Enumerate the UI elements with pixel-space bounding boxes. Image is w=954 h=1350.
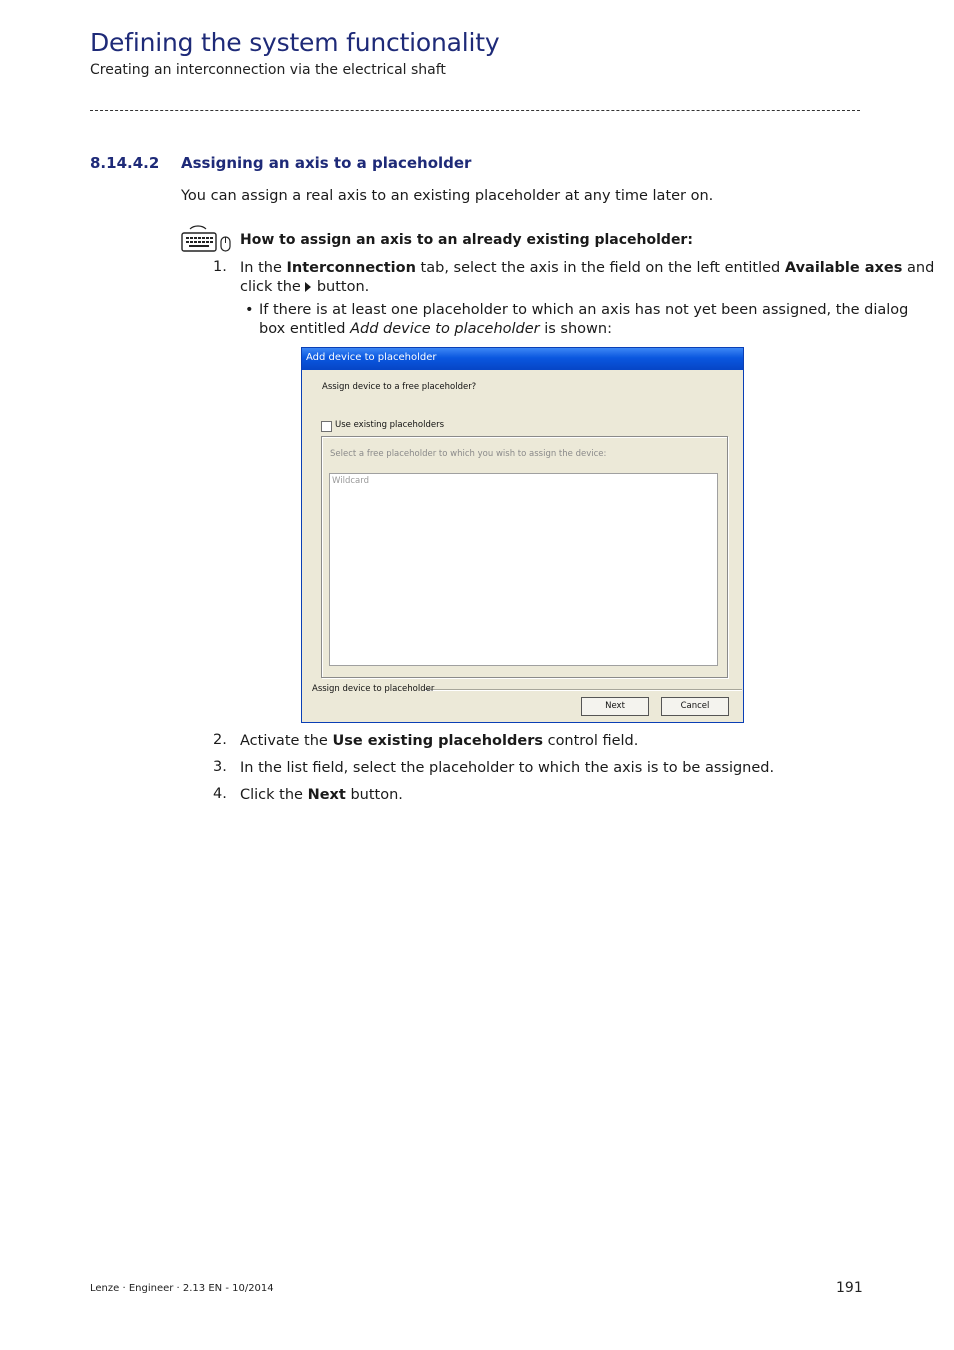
- step-number: 3.: [213, 759, 227, 775]
- cancel-button[interactable]: Cancel: [661, 697, 729, 716]
- step-number: 4.: [213, 786, 227, 802]
- step-number: 1.: [213, 259, 227, 275]
- dialog-footer-divider: [424, 689, 742, 691]
- intro-paragraph: You can assign a real axis to an existing placeholder at any time later on.: [181, 188, 714, 204]
- bullet-line-1: If there is at least one placeholder to which an axis has not yet been assigned, the dialog: [259, 302, 909, 318]
- step-4: Click the Next button.: [240, 787, 403, 803]
- placeholder-listbox[interactable]: [329, 473, 718, 666]
- bullet-line-2: box entitled Add device to placeholder is shown:: [259, 321, 612, 337]
- dialog-footer-label: Assign device to placeholder: [312, 684, 435, 694]
- step-3: In the list field, select the placeholder to which the axis is to be assigned.: [240, 760, 775, 776]
- page-title: Defining the system functionality: [90, 28, 500, 57]
- dialog-prompt: Assign device to a free placeholder?: [322, 382, 477, 392]
- next-button[interactable]: Next: [581, 697, 649, 716]
- checkbox-label: Use existing placeholders: [335, 420, 445, 430]
- dialog-titlebar: [302, 348, 743, 370]
- list-item[interactable]: Wildcard: [332, 476, 369, 486]
- groupbox-label: Select a free placeholder to which you wish to assign the device:: [330, 449, 607, 459]
- footer-info: Lenze · Engineer · 2.13 EN - 10/2014: [90, 1283, 274, 1294]
- keyboard-mouse-icon: [180, 225, 234, 255]
- page-subtitle: Creating an interconnection via the electrical shaft: [90, 62, 446, 78]
- section-number: 8.14.4.2: [90, 154, 160, 172]
- bullet-mark: •: [245, 302, 254, 318]
- header-divider: [90, 110, 860, 111]
- right-arrow-icon: [305, 282, 311, 292]
- step-number: 2.: [213, 732, 227, 748]
- use-existing-placeholders-checkbox[interactable]: [321, 421, 332, 432]
- section-title: Assigning an axis to a placeholder: [181, 154, 472, 172]
- step-1-line-2: click the button.: [240, 279, 370, 295]
- dialog-title: Add device to placeholder: [306, 352, 437, 363]
- step-2: Activate the Use existing placeholders control field.: [240, 733, 639, 749]
- howto-heading: How to assign an axis to an already existing placeholder:: [240, 232, 693, 248]
- step-1-line-1: In the Interconnection tab, select the axis in the field on the left entitled Available axes and: [240, 260, 935, 276]
- add-device-dialog: [301, 347, 744, 723]
- page-number: 191: [836, 1280, 863, 1296]
